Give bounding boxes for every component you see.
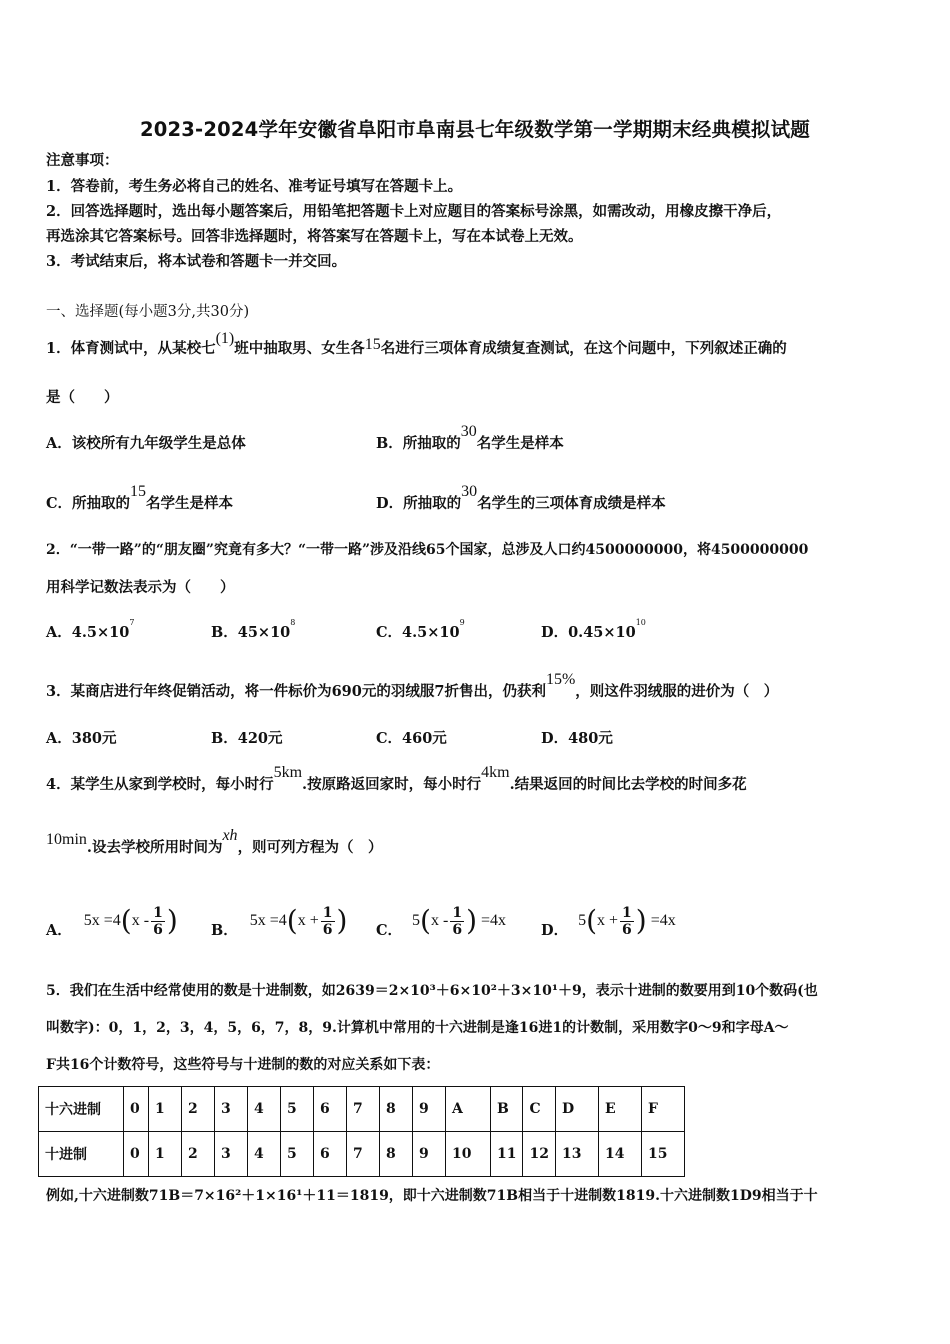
table-cell: 11 [491,1132,523,1177]
q4-option-b[interactable]: B． 5x =4 ( x + $\frac{1}{6}$ ) [211,904,348,939]
table-cell: 4 [248,1087,281,1132]
page-title: 2023-2024学年安徽省阜阳市阜南县七年级数学第一学期期末经典模拟试题 [139,118,811,141]
question-2-stem: 2．“一带一路”的“朋友圈”究竟有多大？“一带一路”涉及沿线65个国家，总涉及人口约4500000000，将4500000000 [46,542,809,558]
q1-option-b[interactable]: B．所抽取的30名学生是样本 [376,423,564,452]
table-cell: 8 [380,1087,413,1132]
q2-option-d[interactable]: D．$0.45\times 10^{10}$ [541,618,646,641]
table-cell: 5 [281,1087,314,1132]
table-cell: 12 [523,1132,555,1177]
q3-option-a[interactable]: A．380元 [46,730,117,747]
notice-item-3: 3．考试结束后，将本试卷和答题卡一并交回。 [46,253,347,270]
q2-option-a[interactable]: A．$4.5\times 10^7$ [46,618,135,641]
table-cell: 2 [182,1132,215,1177]
table-cell: 9 [413,1132,446,1177]
q2-option-b[interactable]: B．$45\times 10^8$ [211,618,296,641]
table-cell: 0 [124,1087,149,1132]
q1-option-d[interactable]: D．所抽取的30名学生的三项体育成绩是样本 [376,483,666,512]
q3-option-c[interactable]: C．460元 [376,730,447,747]
notice-heading: 注意事项： [46,152,119,169]
notice-item-2-cont: 再选涂其它答案标号。回答非选择题时，将答案写在答题卡上，写在本试卷上无效。 [46,228,583,245]
table-cell: 十六进制 [39,1087,124,1132]
q4-option-d[interactable]: D． 5 ( x + $\frac{1}{6}$ ) =4x [541,904,676,939]
question-3-stem: 3．某商店进行年终促销活动，将一件标价为690元的羽绒服7折售出，仍获利15%，则这件羽绒服的进价为（ ） [46,671,779,700]
question-5-stem-cont-1: 叫数字)：0，1，2，3，4，5，6，7，8，9.计算机中常用的十六进制是逢16进1的计数制，采用数字0～9和字母A～ [46,1020,789,1036]
table-cell: 4 [248,1132,281,1177]
table-cell: 6 [314,1087,347,1132]
question-4-stem: 4．某学生从家到学校时，每小时行5km.按原路返回家时，每小时行4km.结果返回的时间比去学校的时间多花 [46,764,747,793]
table-cell: 15 [641,1132,684,1177]
table-cell: 9 [413,1087,446,1132]
table-cell: 6 [314,1132,347,1177]
table-cell: 14 [598,1132,641,1177]
q2-option-c[interactable]: C．$4.5\times 10^9$ [376,618,465,641]
table-cell: 7 [347,1087,380,1132]
table-cell: 1 [149,1087,182,1132]
table-cell: 10 [446,1132,491,1177]
table-cell: 3 [215,1087,248,1132]
q3-option-d[interactable]: D．480元 [541,730,613,747]
q3-option-b[interactable]: B．420元 [211,730,283,747]
table-cell: 十进制 [39,1132,124,1177]
table-cell: D [555,1087,598,1132]
table-cell: B [491,1087,523,1132]
table-cell: 3 [215,1132,248,1177]
table-cell: C [523,1087,555,1132]
table-row-decimal [39,1132,685,1177]
question-4-stem-cont: 10min.设去学校所用时间为xh，则可列方程为（ ） [46,827,383,856]
question-1-stem: 1．体育测试中，从某校七(1)班中抽取男、女生各15名进行三项体育成绩复查测试，在这个问题中，下列叙述正确的 [46,330,787,357]
table-cell: 5 [281,1132,314,1177]
section-heading: 一、选择题(每小题3分,共30分) [46,304,250,320]
table-cell: 7 [347,1132,380,1177]
table-cell: 13 [555,1132,598,1177]
table-cell: A [446,1087,491,1132]
q1-option-a[interactable]: A．该校所有九年级学生是总体 [46,435,246,452]
question-5-stem: 5．我们在生活中经常使用的数是十进制数，如2639＝2×10³＋6×10²＋3×10¹＋9，表示十进制的数要用到10个数码(也 [46,983,818,999]
question-1-stem-cont: 是（ ） [46,389,119,406]
table-cell: 8 [380,1132,413,1177]
table-cell: 2 [182,1087,215,1132]
table-cell: F [641,1087,684,1132]
question-5-stem-cont-2: F共16个计数符号，这些符号与十进制的数的对应关系如下表： [46,1057,440,1073]
hex-decimal-table [38,1086,685,1177]
table-row-hex [39,1087,685,1132]
question-2-stem-cont: 用科学记数法表示为（ ） [46,579,235,596]
q1-option-c[interactable]: C．所抽取的15名学生是样本 [46,483,234,512]
table-cell: 1 [149,1132,182,1177]
question-5-example: 例如,十六进制数71B＝7×16²＋1×16¹＋11＝1819，即十六进制数71B相当于十进制数1819.十六进制数1D9相当于十 [46,1188,818,1204]
notice-item-1: 1．答卷前，考生务必将自己的姓名、准考证号填写在答题卡上。 [46,178,463,195]
q4-option-c[interactable]: C． 5 ( x - $\frac{1}{6}$ ) =4x [376,904,507,939]
q4-option-a[interactable]: A． 5x =4 ( x - $\frac{1}{6}$ ) [46,904,178,939]
notice-item-2: 2．回答选择题时，选出每小题答案后，用铅笔把答题卡上对应题目的答案标号涂黑，如需改动，用橡皮擦干净后， [46,203,782,220]
table-cell: E [598,1087,641,1132]
table-cell: 0 [124,1132,149,1177]
